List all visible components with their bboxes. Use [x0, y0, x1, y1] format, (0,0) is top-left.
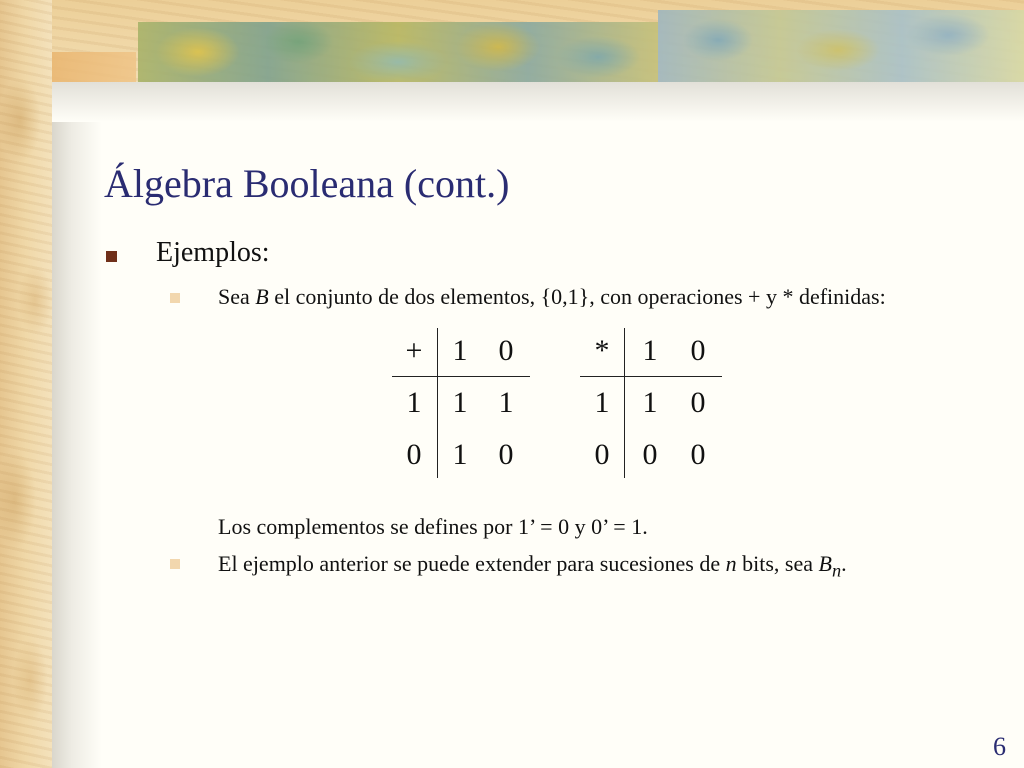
left-shadow	[52, 82, 102, 768]
sum-table-divider	[392, 376, 530, 377]
sum-col-header: 1	[452, 334, 468, 367]
sub1-text-b: el conjunto de dos elementos, {0,1}, con operaciones + y * definidas:	[268, 284, 886, 309]
sum-cell: 1	[452, 438, 468, 471]
product-cell: 0	[690, 438, 706, 471]
sub2-text-a: El ejemplo anterior se puede extender para sucesiones de	[218, 551, 726, 576]
product-col-header: 1	[642, 334, 658, 367]
sub2-end: .	[841, 551, 847, 576]
product-op-header: *	[594, 334, 610, 367]
product-cell: 0	[690, 386, 706, 419]
sum-col-header: 0	[498, 334, 514, 367]
banner-shadow	[52, 82, 1024, 122]
sum-table-divider	[437, 328, 438, 478]
product-cell: 1	[642, 386, 658, 419]
complement-text: Los complementos se defines por 1’ = 0 y 0’ = 1.	[218, 514, 648, 539]
sub2-subscript: n	[831, 560, 842, 581]
sum-table	[392, 332, 530, 478]
sub-bullet-definition	[218, 282, 1014, 312]
sum-cell: 1	[498, 386, 514, 419]
product-col-header: 0	[690, 334, 706, 367]
bullet-square-icon	[106, 251, 117, 262]
slide-title: Álgebra Booleana (cont.)	[104, 161, 510, 206]
sub-bullet-extension	[218, 549, 1014, 585]
sum-row-label: 0	[406, 438, 422, 471]
sum-cell: 0	[498, 438, 514, 471]
page-number: 6	[993, 732, 1006, 761]
sum-row-label: 1	[406, 386, 422, 419]
sub1-var: B	[255, 284, 269, 309]
product-table-divider	[624, 328, 625, 478]
bullet-small-icon	[170, 559, 180, 569]
bullet-small-icon	[170, 293, 180, 303]
product-row-label: 1	[594, 386, 610, 419]
leaf-strip-image	[138, 22, 658, 84]
left-parchment-strip	[0, 0, 52, 768]
bullet-ejemplos: Ejemplos:	[156, 237, 270, 268]
sum-op-header: +	[405, 334, 423, 367]
sub2-var-b: B	[818, 551, 832, 576]
sub2-var: n	[725, 551, 737, 576]
sub1-text-a: Sea	[218, 284, 256, 309]
product-cell: 0	[642, 438, 658, 471]
product-table-divider	[580, 376, 722, 377]
sum-cell: 1	[452, 386, 468, 419]
leaf-strip-image-right	[658, 10, 1024, 82]
product-table	[580, 332, 722, 478]
product-row-label: 0	[594, 438, 610, 471]
sub2-text-b: bits, sea	[736, 551, 819, 576]
